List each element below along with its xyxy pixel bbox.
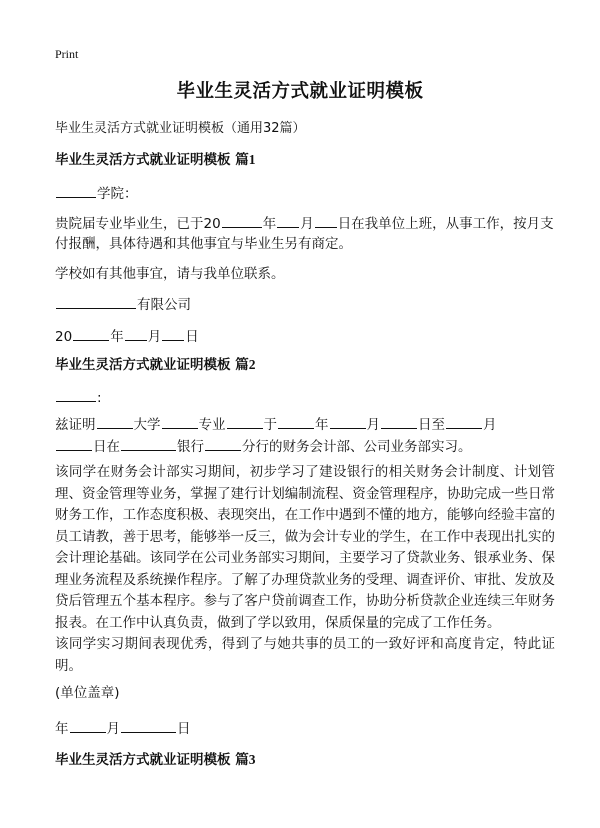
section-1-heading xyxy=(55,151,255,169)
bank-label: 银行 xyxy=(177,439,204,455)
start-day-blank xyxy=(381,414,417,429)
section-2-heading-text: 毕业生灵活方式就业证明模板 篇 xyxy=(55,357,249,373)
section-2-closing-paragraph: 该同学实习期间表现优秀，得到了与她共事的员工的一致好评和高度肯定，特此证明。 xyxy=(55,636,555,674)
section-1-heading-number: 1 xyxy=(248,152,256,167)
section-2-body-paragraph: 该同学在财务会计部实习期间，初步学习了建设银行的相关财务会计制度、计划管理、资金管理等业务，掌握了建行计划编制流程、资金管理程序，协助完成一些日常财务工作，工作态度积极、表现突出，在工作中遇到不懂的地方，能够向经验丰富的员工请教，善于思考，能够举一反三，做为会计专业的学生，在工作中表现出扎实的会计理论基础。该同学在公司业务部实习期间，主要学习了贷款业务、银承业务、保理业务流程及系统操作程序。了解了办理贷款业务的受理、调查评价、审批、发放及贷后管理五个基本程序。参与了客户贷前调查工作，协助分析贷款企业连续三年财务报表。在工作中认真负责，做到了学以致用，保质保量的完成了工作任务。 xyxy=(55,464,555,631)
sig-year-label: 年 xyxy=(55,721,69,737)
date-day-label: 日 xyxy=(185,329,199,345)
p1-text-d: 日在我单位上班，从事工作，按月支 xyxy=(337,216,554,232)
school-suffix: 学院： xyxy=(97,186,138,202)
cert-prefix: 兹证明 xyxy=(55,417,96,433)
bank-blank xyxy=(121,436,176,451)
section-1-school-line xyxy=(55,183,138,203)
section-2-heading xyxy=(55,356,255,374)
end-month-blank xyxy=(446,414,482,429)
sig-month-blank xyxy=(70,718,106,733)
branch-text: 分行的财务会计部、公司业务部实习。 xyxy=(242,439,472,455)
section-1-paragraph-2: 学校如有其他事宜，请与我单位联系。 xyxy=(55,266,285,282)
until-label: 日至 xyxy=(418,417,445,433)
section-3-heading-number: 3 xyxy=(248,752,256,767)
p1-text-a: 贵院届专业毕业生，已于20 xyxy=(55,216,221,232)
day-blank xyxy=(315,213,337,228)
sig-month-label: 月 xyxy=(106,721,120,737)
year-blank xyxy=(222,213,262,228)
date-month-blank xyxy=(125,326,147,341)
end-month-label: 月 xyxy=(483,417,497,433)
section-3-heading-text: 毕业生灵活方式就业证明模板 篇 xyxy=(55,752,249,768)
print-label: Print xyxy=(55,47,79,61)
university-blank xyxy=(162,414,198,429)
section-2-salutation-line xyxy=(55,387,102,407)
section-3-heading xyxy=(55,751,255,769)
sig-day-blank xyxy=(121,718,176,733)
month-blank xyxy=(277,213,299,228)
sig-day-label: 日 xyxy=(177,721,191,737)
university-label: 大学 xyxy=(133,417,161,433)
from-label: 于 xyxy=(263,417,277,433)
company-name-blank xyxy=(56,294,136,309)
name-blank xyxy=(97,414,133,429)
section-2-seal: (单位盖章) xyxy=(55,685,120,701)
section-1-paragraph-1-line-1 xyxy=(55,213,554,233)
branch-blank xyxy=(205,436,241,451)
p1-year-label: 年 xyxy=(262,216,277,232)
section-2-date-line xyxy=(55,718,191,738)
major-label: 专业 xyxy=(198,417,226,433)
date-day-blank xyxy=(162,326,184,341)
school-name-blank xyxy=(56,183,96,198)
section-2-cert-line-1 xyxy=(55,414,497,434)
start-month-label: 月 xyxy=(366,417,380,433)
section-1-heading-text: 毕业生灵活方式就业证明模板 篇 xyxy=(55,152,249,168)
section-2-heading-number: 2 xyxy=(248,357,256,372)
document-subtitle: 毕业生灵活方式就业证明模板（通用32篇） xyxy=(55,121,306,136)
major-blank xyxy=(227,414,263,429)
date-prefix: 20 xyxy=(55,329,73,345)
date-year-blank xyxy=(73,326,109,341)
section-1-date-line xyxy=(55,326,199,346)
company-suffix: 有限公司 xyxy=(137,297,191,313)
section-1-company-line xyxy=(55,294,191,314)
recipient-blank xyxy=(56,387,96,402)
date-year-label: 年 xyxy=(110,329,124,345)
section-2-cert-line-2 xyxy=(55,436,472,456)
document-title: 毕业生灵活方式就业证明模板 xyxy=(176,81,424,102)
section-1-paragraph-1-line-2: 付报酬，具体待遇和其他事宜与毕业生另有商定。 xyxy=(55,236,352,252)
date-month-label: 月 xyxy=(147,329,162,345)
start-month-blank xyxy=(330,414,366,429)
start-year-blank xyxy=(278,414,314,429)
p1-month-label: 月 xyxy=(300,216,314,232)
salutation-suffix: : xyxy=(97,390,102,406)
start-year-label: 年 xyxy=(315,417,329,433)
at-label: 日在 xyxy=(93,439,120,455)
end-day-blank xyxy=(56,436,92,451)
